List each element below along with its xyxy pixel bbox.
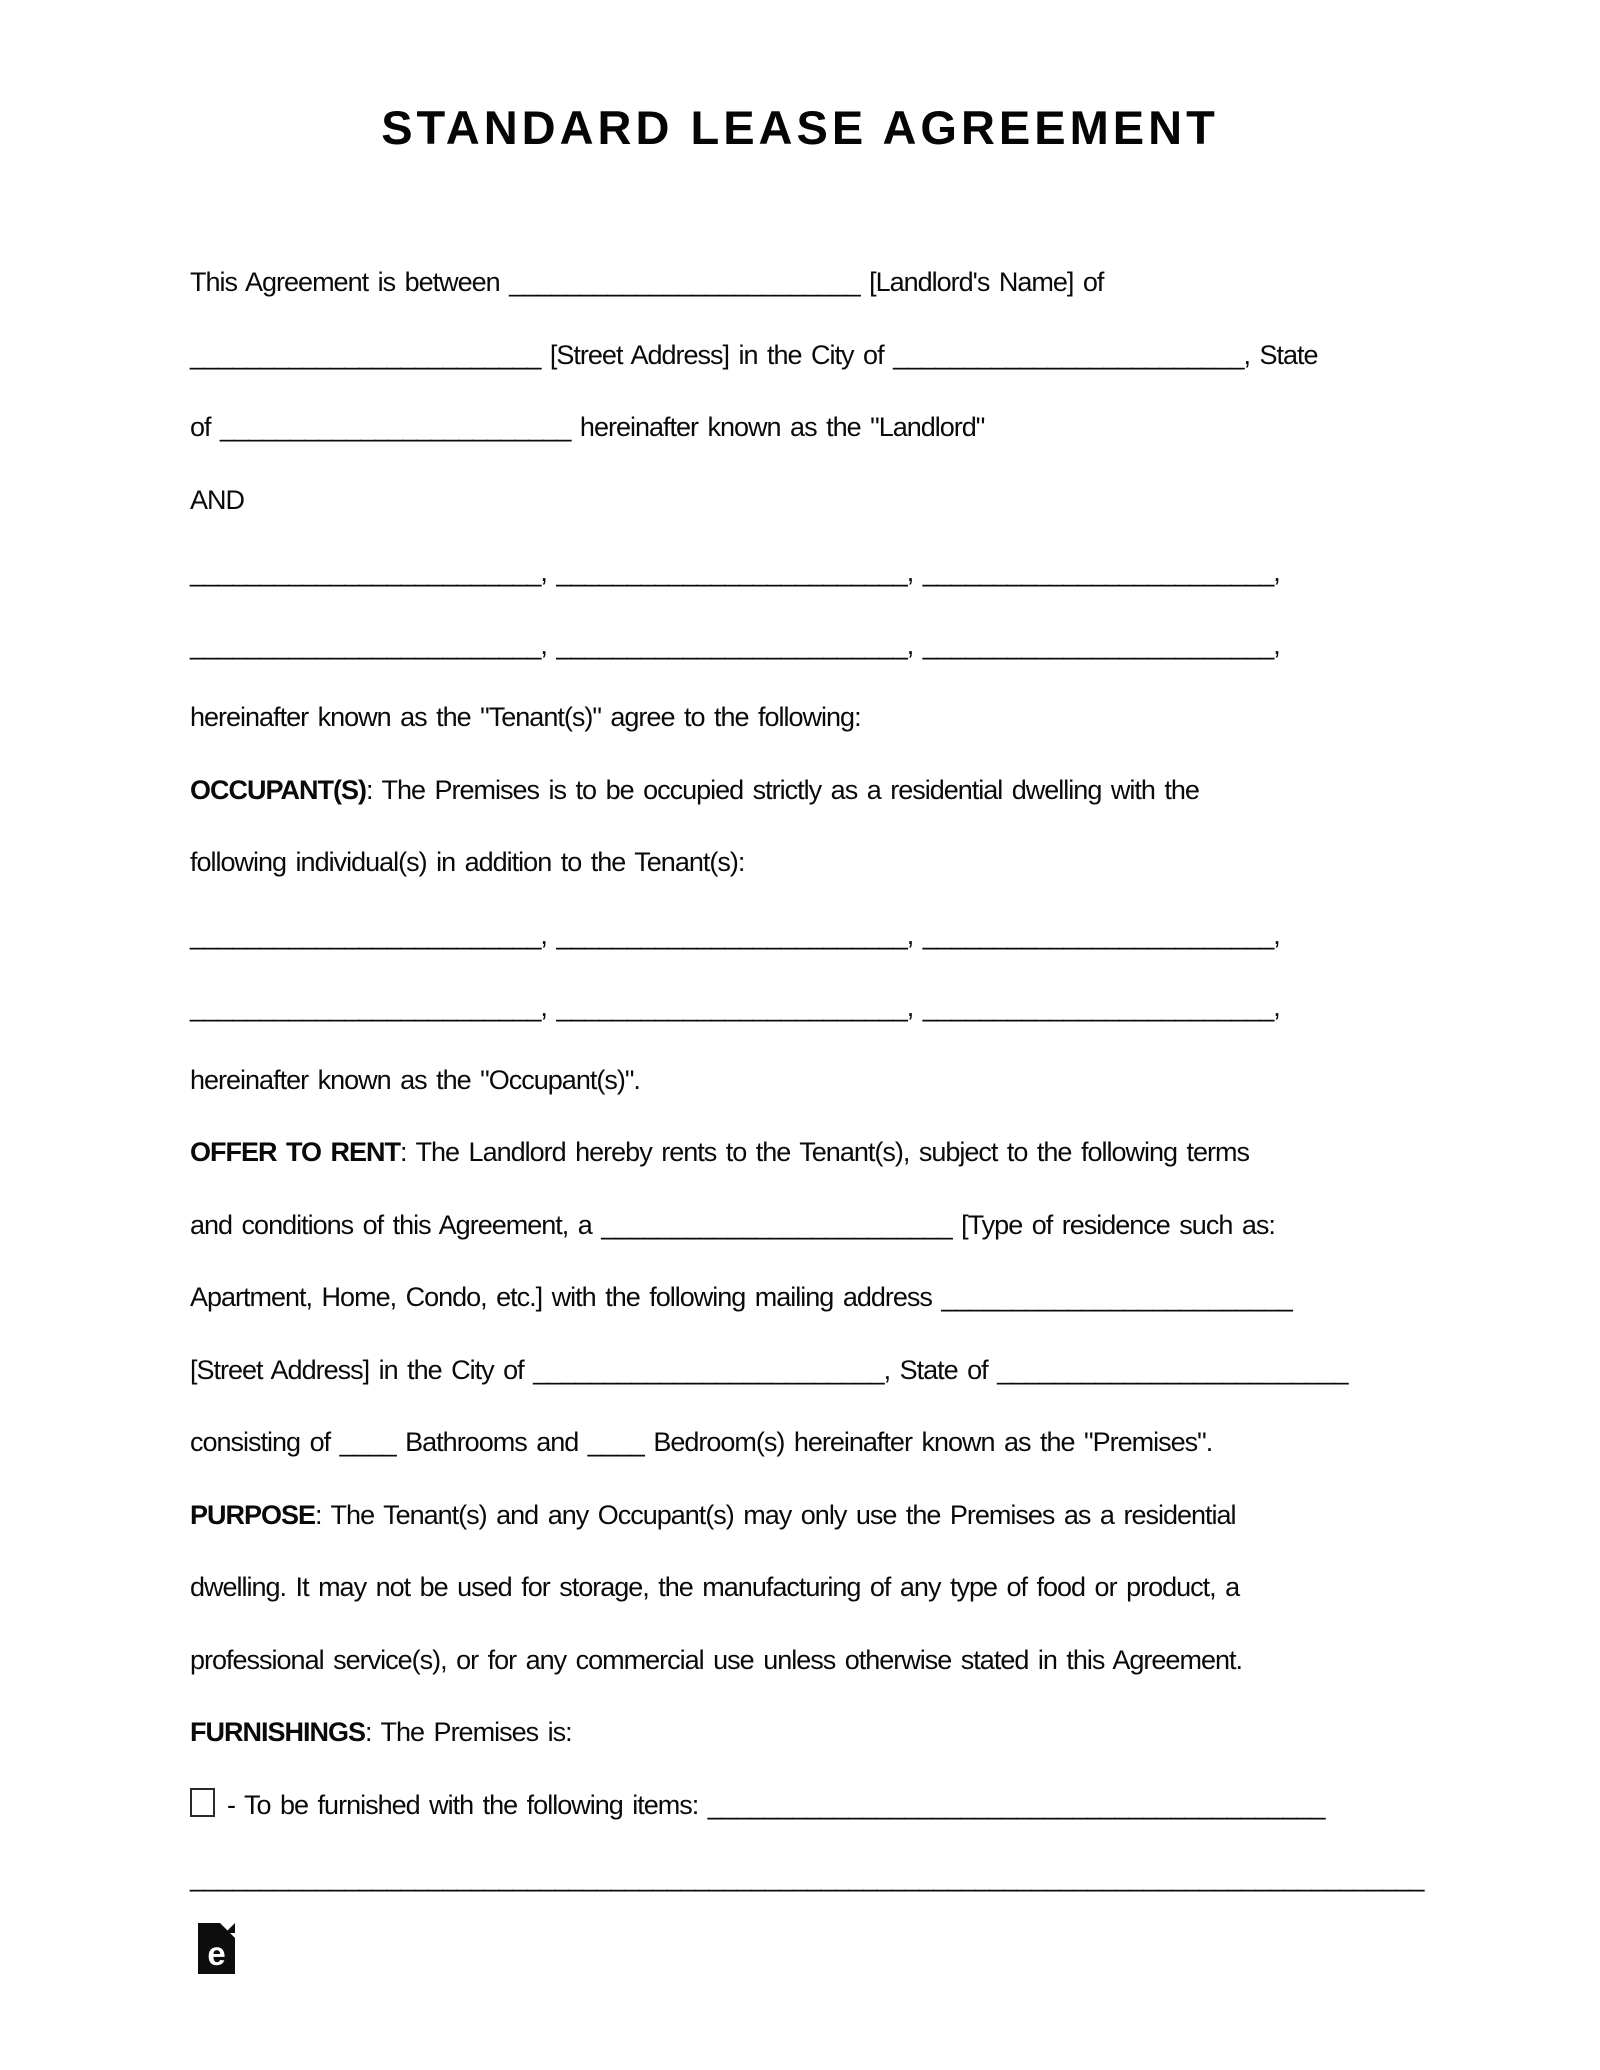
line-occupant-blanks-1 bbox=[190, 899, 1430, 972]
line-offer-3 bbox=[190, 1261, 1430, 1334]
line-text: and conditions of this Agreement, a _________________________ [Type of residence such as: bbox=[190, 1209, 1275, 1240]
line-tenant-blanks-2 bbox=[190, 609, 1430, 682]
line-text: : The Landlord hereby rents to the Tenant(s), subject to the following terms bbox=[400, 1137, 1250, 1167]
section-heading-purpose: PURPOSE bbox=[190, 1499, 316, 1530]
section-heading-occupants: OCCUPANT(S) bbox=[190, 774, 366, 805]
page-fold-flap-icon bbox=[225, 1923, 235, 1933]
line-text: professional service(s), or for any commercial use unless otherwise stated in this Agreement. bbox=[190, 1644, 1242, 1675]
line-text: : The Premises is to be occupied strictly as a residential dwelling with the bbox=[365, 774, 1199, 805]
line-purpose-heading bbox=[190, 1479, 1430, 1552]
line-text: _________________________, _________________________, _________________________, bbox=[190, 992, 1280, 1022]
line-text: dwelling. It may not be used for storage, the manufacturing of any type of food or product, a bbox=[190, 1572, 1240, 1602]
line-occupants-heading bbox=[190, 754, 1430, 827]
line-text: _________________________, _________________________, _________________________, bbox=[190, 919, 1280, 950]
eforms-logo-icon bbox=[198, 1923, 235, 1974]
line-landlord-1 bbox=[190, 246, 1430, 319]
line-and bbox=[190, 464, 1430, 537]
line-text: hereinafter known as the "Tenant(s)" agree to the following: bbox=[190, 702, 861, 732]
line-occupant-blanks-2 bbox=[190, 971, 1430, 1044]
line-occupant-clause bbox=[190, 1044, 1430, 1117]
line-furnished-option bbox=[190, 1769, 1430, 1842]
line-text: This Agreement is between _________________________ [Landlord's Name] of bbox=[190, 267, 1104, 297]
furnished-checkbox[interactable] bbox=[190, 1788, 215, 1817]
line-text: ________________________________________________________________________________________ bbox=[190, 1862, 1424, 1892]
line-tenant-clause bbox=[190, 681, 1430, 754]
line-landlord-3 bbox=[190, 391, 1430, 464]
line-purpose-3 bbox=[190, 1624, 1430, 1697]
line-text: : The Premises is: bbox=[365, 1717, 572, 1747]
line-furnishings-heading bbox=[190, 1696, 1430, 1769]
line-purpose-2 bbox=[190, 1551, 1430, 1624]
line-offer-2 bbox=[190, 1189, 1430, 1262]
line-text: hereinafter known as the "Occupant(s)". bbox=[190, 1064, 640, 1095]
line-text: Apartment, Home, Condo, etc.] with the following mailing address _________________________ bbox=[190, 1282, 1292, 1312]
line-tenant-blanks-1 bbox=[190, 536, 1430, 609]
line-text: following individual(s) in addition to the Tenant(s): bbox=[190, 847, 745, 877]
line-text: AND bbox=[190, 484, 245, 515]
section-heading-offer-to-rent: OFFER TO RENT bbox=[190, 1137, 401, 1167]
line-text: _________________________, _________________________, _________________________, bbox=[190, 557, 1280, 587]
line-offer-4 bbox=[190, 1334, 1430, 1407]
line-text: - To be furnished with the following items: ____________________________________________ bbox=[227, 1789, 1325, 1820]
line-text: _________________________ [Street Address] in the City of _________________________, State bbox=[190, 339, 1318, 370]
line-occupants-2 bbox=[190, 826, 1430, 899]
line-furnished-continuation bbox=[190, 1841, 1430, 1914]
logo-letter: e bbox=[207, 1935, 226, 1972]
line-text: of _________________________ hereinafter known as the "Landlord" bbox=[190, 412, 985, 442]
document-body bbox=[190, 246, 1430, 1914]
line-text: _________________________, _________________________, _________________________, bbox=[190, 629, 1280, 660]
line-offer-5 bbox=[190, 1406, 1430, 1479]
line-landlord-2 bbox=[190, 319, 1430, 392]
line-text: [Street Address] in the City of _________________________, State of _________________________ bbox=[190, 1354, 1348, 1385]
line-text: : The Tenant(s) and any Occupant(s) may only use the Premises as a residential bbox=[315, 1499, 1236, 1530]
line-offer-heading bbox=[190, 1116, 1430, 1189]
section-heading-furnishings: FURNISHINGS bbox=[190, 1717, 366, 1747]
line-text: consisting of ____ Bathrooms and ____ Bedroom(s) hereinafter known as the "Premises". bbox=[190, 1427, 1213, 1457]
document-title: STANDARD LEASE AGREEMENT bbox=[381, 101, 1219, 154]
